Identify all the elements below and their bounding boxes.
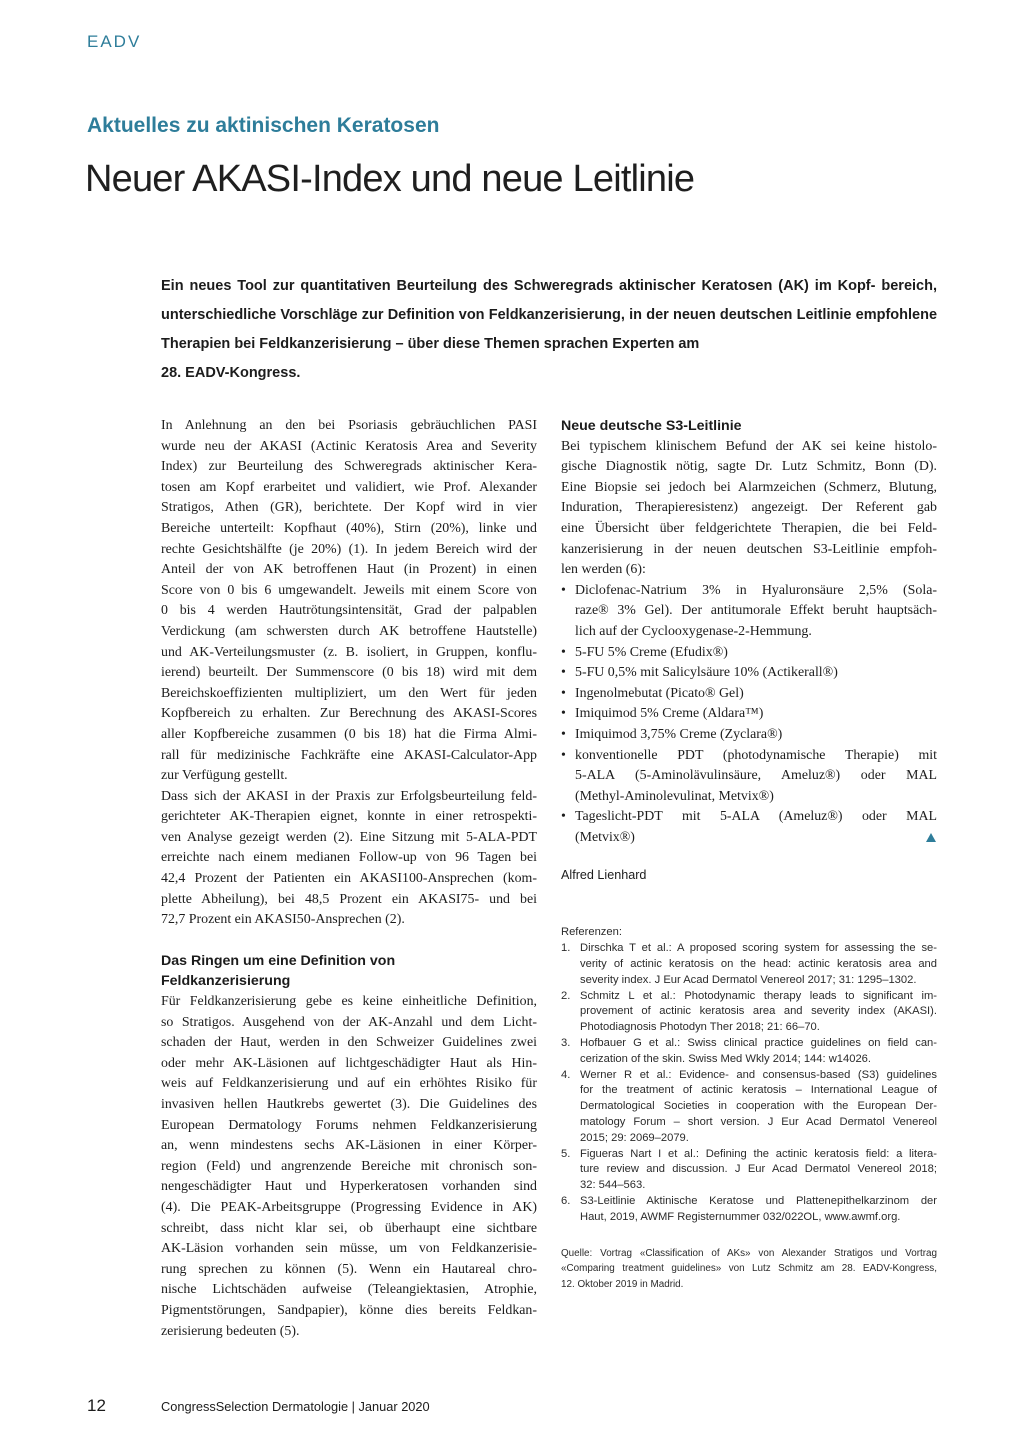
body-paragraph-akasi-practice — [161, 787, 537, 931]
text-line: rechte Gesichtshälfte (je 20%) (1). In jedem Bereich wird der — [161, 541, 537, 557]
text-line: wurde neu der AKASI (Actinic Keratosis Area and Severity — [161, 438, 537, 454]
therapy-item — [561, 643, 937, 664]
reference-line: Dirschka T et al.: A proposed scoring system for assessing the se- — [580, 942, 937, 955]
text-line: region (Feld) und angrenzende Bereiche mit chronisch son- — [161, 1158, 537, 1174]
therapy-item — [561, 581, 937, 643]
text-line: oder mehr AK-Läsionen auf lichtgeschädigter Haut als Hin- — [161, 1055, 537, 1071]
left-column — [161, 416, 537, 1342]
reference-line: severity index. J Eur Acad Dermatol Venereol 2017; 31: 1295–1302. — [580, 973, 917, 986]
author-name: Alfred Lienhard — [561, 868, 647, 883]
source-line: «Comparing treatment guidelines» von Lutz Schmitz am 28. EADV-Kongress, — [561, 1263, 937, 1275]
text-line: invasiven hellen Hautkrebs gewertet (3). Die Guidelines des — [161, 1097, 537, 1112]
text-line: plette Abheilung), bei 48,5 Prozent ein AKASI75- und bei — [161, 891, 537, 907]
therapy-line: • Ingenolmebutat (Picato® Gel) — [575, 685, 744, 701]
text-line: schaden der Haut, werden in den Schweizer Guidelines zwei — [161, 1035, 537, 1051]
reference-number: 3. — [561, 1037, 571, 1050]
text-line: ven Analyse gezeigt werden (2). Eine Sitzung mit 5-ALA-PDT — [161, 829, 537, 845]
text-line: European Dermatology Forums nehmen Feldkanzerisierung — [161, 1117, 537, 1133]
text-line: tosen am Kopf erarbeitet und validiert, wie Prof. Alexander — [161, 479, 537, 495]
article-lead — [161, 272, 937, 388]
reference-number: 2. — [561, 989, 571, 1002]
text-line: Score von 0 bis 6 umgewandelt. Jeweils mit einem Score von — [161, 582, 537, 598]
body-paragraph-field-cancerization — [161, 992, 537, 1342]
reference-number: 5. — [561, 1147, 571, 1160]
text-line: eine Übersicht über feldgerichtete Therapien, die bei Feld- — [561, 520, 937, 536]
text-line: Stratigos, Athen (GR), berichtete. Der Kopf wird in vier — [161, 500, 537, 516]
text-line: Dass sich der AKASI in der Praxis zur Erfolgsbeurteilung feld- — [161, 788, 537, 804]
reference-item — [561, 941, 937, 988]
reference-line: S3-Leitlinie Aktinische Keratose und Plattenepithelkarzinom der — [580, 1195, 937, 1208]
text-line: Kopfbereich zu erhalten. Zur Berechnung des AKASI-Scores — [161, 706, 537, 722]
text-line: rall für medizinische Fachkräfte eine AKASI-Calculator-App — [161, 747, 537, 763]
body-paragraph-akasi — [161, 416, 537, 787]
reference-item — [561, 1068, 937, 1147]
text-line: In Anlehnung an den bei Psoriasis gebräuchlichen PASI — [161, 418, 537, 433]
text-line: nengeschädigter Haut und Hyperkeratosen vorhanden sind — [161, 1179, 537, 1195]
text-line: zur Verfügung gestellt. — [161, 768, 288, 784]
text-line: Für Feldkanzerisierung gebe es keine einheitliche Definition, — [161, 994, 537, 1010]
end-of-article-triangle-icon — [926, 833, 936, 842]
therapy-line: • Tageslicht-PDT mit 5-ALA (Ameluz®) oder MAL — [575, 809, 937, 825]
text-line: Bei typischem klinischem Befund der AK sei keine histolo- — [561, 438, 937, 454]
reference-item — [561, 1036, 937, 1068]
reference-line: 2015; 29: 2069–2079. — [580, 1131, 689, 1144]
lead-line: Leitlinie empfohlene Therapien bei Feldkanzerisierung – über diese Themen sprachen Experten am — [161, 307, 938, 352]
reference-line: Schmitz L et al.: Photodynamic therapy leads to significant im- — [580, 989, 937, 1002]
therapy-item — [561, 663, 937, 684]
text-line: so Stratigos. Ausgehend von der AK-Anzahl und dem Licht- — [161, 1014, 537, 1030]
text-line: Induration, Therapieresistenz) angezeigt. Der Referent gab — [561, 500, 937, 516]
text-line: Index) zur Beurteilung des Schweregrads aktinischer Kera- — [161, 459, 537, 475]
lead-line: 28. EADV-Kongress. — [161, 365, 301, 381]
text-line: schreibt, dass nicht klar sei, ob überhaupt eine sichtbare — [161, 1220, 537, 1236]
subhead-line: Feldkanzerisierung — [161, 973, 291, 990]
reference-line: verity of actinic keratosis on the head: actinic keratosis area and — [580, 958, 937, 971]
text-line: 0 bis 4 werden Hautrötungsintensität, Grad der palpablen — [161, 603, 537, 619]
therapy-line: • 5-FU 5% Creme (Efudix®) — [575, 644, 728, 660]
section-label: EADV — [87, 32, 142, 51]
text-line: nische Lichtschäden aufweise (Teleangiektasien, Atrophie, — [161, 1282, 537, 1298]
therapy-item — [561, 746, 937, 808]
reference-line: Figueras Nart I et al.: Defining the actinic keratosis field: a litera- — [580, 1147, 937, 1160]
references-heading: Referenzen: — [561, 926, 622, 939]
therapy-item — [561, 684, 937, 705]
reference-item — [561, 989, 937, 1036]
text-line: aller Kopfbereiche zusammen (0 bis 18) hat die Firma Almi- — [161, 726, 537, 742]
therapy-line: 5-ALA (5-Aminolävulinsäure, Ameluz®) oder MAL — [575, 768, 937, 784]
reference-number: 6. — [561, 1195, 571, 1208]
publication-info: CongressSelection Dermatologie | Januar 2020 — [161, 1399, 430, 1414]
text-line: und AK-Verteilungsmuster (z. B. isoliert, in Gruppen, konflu- — [161, 644, 537, 660]
reference-line: cerization of the skin. Swiss Med Wkly 2014; 144: w14026. — [580, 1052, 872, 1065]
text-line: gische Diagnostik nötig, sagte Dr. Lutz Schmitz, Bonn (D). — [561, 459, 937, 475]
text-line: Pigmentstörungen, Sandpapier), könne dies bereits Feldkan- — [161, 1302, 537, 1318]
therapy-line: • Imiquimod 5% Creme (Aldara™) — [575, 706, 764, 722]
therapy-line: (Metvix®) — [575, 829, 635, 845]
reference-item — [561, 1194, 937, 1226]
text-line: rung sprechen zu können (5). Wenn ein Hautareal chro- — [161, 1261, 537, 1277]
text-line: len werden (6): — [561, 562, 646, 578]
lead-line: bereich, unterschiedliche Vorschläge zur Definition von Feldkanzerisierung, in der neuen deutschen — [161, 278, 937, 323]
source-line: 12. Oktober 2019 in Madrid. — [561, 1278, 684, 1290]
reference-item — [561, 1147, 937, 1194]
reference-line: Dermatological Societies in cooperation with the European Der- — [580, 1100, 937, 1113]
page-number: 12 — [87, 1396, 106, 1415]
reference-line: Werner R et al.: Evidence- and consensus-based (S3) guidelines — [580, 1068, 937, 1081]
text-line: ierend) beurteilt. Der Summenscore (0 bis 18) wird mit dem — [161, 665, 537, 681]
therapy-line: • Diclofenac-Natrium 3% in Hyaluronsäure 2,5% (Sola- — [575, 582, 937, 598]
therapy-line: • Imiquimod 3,75% Creme (Zyclara®) — [575, 726, 783, 742]
text-line: an, wenn mindestens sechs AK-Läsionen in einer Körper- — [161, 1138, 537, 1154]
text-line: 42,4 Prozent der Patienten ein AKASI100-Ansprechen (kom- — [161, 871, 537, 887]
text-line: (4). Die PEAK-Arbeitsgruppe (Progressing Evidence in AK) — [161, 1199, 537, 1215]
text-line: kanzerisierung in der neuen deutschen S3-Leitlinie empfoh- — [561, 541, 937, 557]
text-line: 72,7 Prozent ein AKASI50-Ansprechen (2). — [161, 912, 405, 928]
reference-line: Hofbauer G et al.: Swiss clinical practice guidelines on field can- — [580, 1037, 937, 1050]
subhead-s3-guideline: Neue deutsche S3-Leitlinie — [561, 418, 742, 434]
lead-line: Ein neues Tool zur quantitativen Beurteilung des Schweregrads aktinischer Keratosen (AK) im Kopf- — [161, 278, 876, 294]
body-paragraph-s3-guideline — [561, 437, 937, 581]
reference-line: Haut, 2019, AWMF Registernummer 032/022OL, www.awmf.org. — [580, 1210, 901, 1223]
therapy-list — [561, 581, 937, 849]
therapy-line: • 5-FU 0,5% mit Salicylsäure 10% (Actikerall®) — [575, 665, 838, 681]
right-column — [561, 416, 937, 1292]
article-title: Neuer AKASI-Index und neue Leitlinie — [85, 158, 695, 200]
therapy-item — [561, 704, 937, 725]
subhead-field-cancerization — [161, 951, 537, 992]
therapy-line: (Methyl-Aminolevulinat, Metvix®) — [575, 788, 774, 804]
reference-number: 4. — [561, 1068, 571, 1081]
text-line: Bereichskoeffizienten multipliziert, um den Wert für jeden — [161, 685, 537, 701]
therapy-item — [561, 725, 937, 746]
reference-line: for the treatment of actinic keratosis – International League of — [580, 1084, 937, 1097]
article-kicker: Aktuelles zu aktinischen Keratosen — [87, 114, 440, 137]
text-line: zerisierung bedeuten (5). — [161, 1323, 300, 1339]
text-line: weis auf Feldkanzerisierung und auf ein erhöhtes Risiko für — [161, 1076, 537, 1092]
therapy-item — [561, 807, 937, 848]
reference-line: ture review and discussion. J Eur Acad Dermatol Venereol 2018; — [580, 1163, 937, 1176]
therapy-line: raze® 3% Gel). Der antitumorale Effekt beruht hauptsäch- — [575, 603, 937, 619]
therapy-line: • konventionelle PDT (photodynamische Therapie) mit — [575, 747, 937, 763]
text-line: Bereiche unterteilt: Kopfhaut (40%), Stirn (20%), linke und — [161, 520, 537, 536]
text-line: AK-Läsion vorhanden sein müsse, um von Feldkanzerisie- — [161, 1241, 537, 1257]
reference-line: provement of actinic keratosis area and severity index (AKASI). — [580, 1005, 937, 1018]
reference-line: 32: 544–563. — [580, 1179, 646, 1192]
subhead-line: Das Ringen um eine Definition von — [161, 952, 396, 969]
text-line: Verdickung (am schwersten durch AK betroffene Hautstelle) — [161, 623, 537, 639]
reference-number: 1. — [561, 942, 571, 955]
source-line: Quelle: Vortrag «Classification of AKs» von Alexander Stratigos und Vortrag — [561, 1247, 937, 1259]
source-note — [561, 1246, 937, 1293]
reference-line: matology Forum – short version. J Eur Acad Dermatol Venereol — [580, 1116, 937, 1129]
text-line: Anteil der von AK betroffenen Haut (in Prozent) in einen — [161, 562, 537, 578]
text-line: Eine Biopsie sei jedoch bei Alarmzeichen (Schmerz, Blutung, — [561, 479, 937, 495]
text-line: erreichte nach einem medianen Follow-up von 96 Tagen bei — [161, 850, 537, 866]
reference-line: Photodiagnosis Photodyn Ther 2018; 21: 66–70. — [580, 1021, 820, 1034]
therapy-line: lich auf der Cyclooxygenase-2-Hemmung. — [575, 623, 812, 639]
text-line: gerichteter AK-Therapien eignet, konnte in einer retrospekti- — [161, 809, 537, 825]
references-list — [561, 941, 937, 1225]
